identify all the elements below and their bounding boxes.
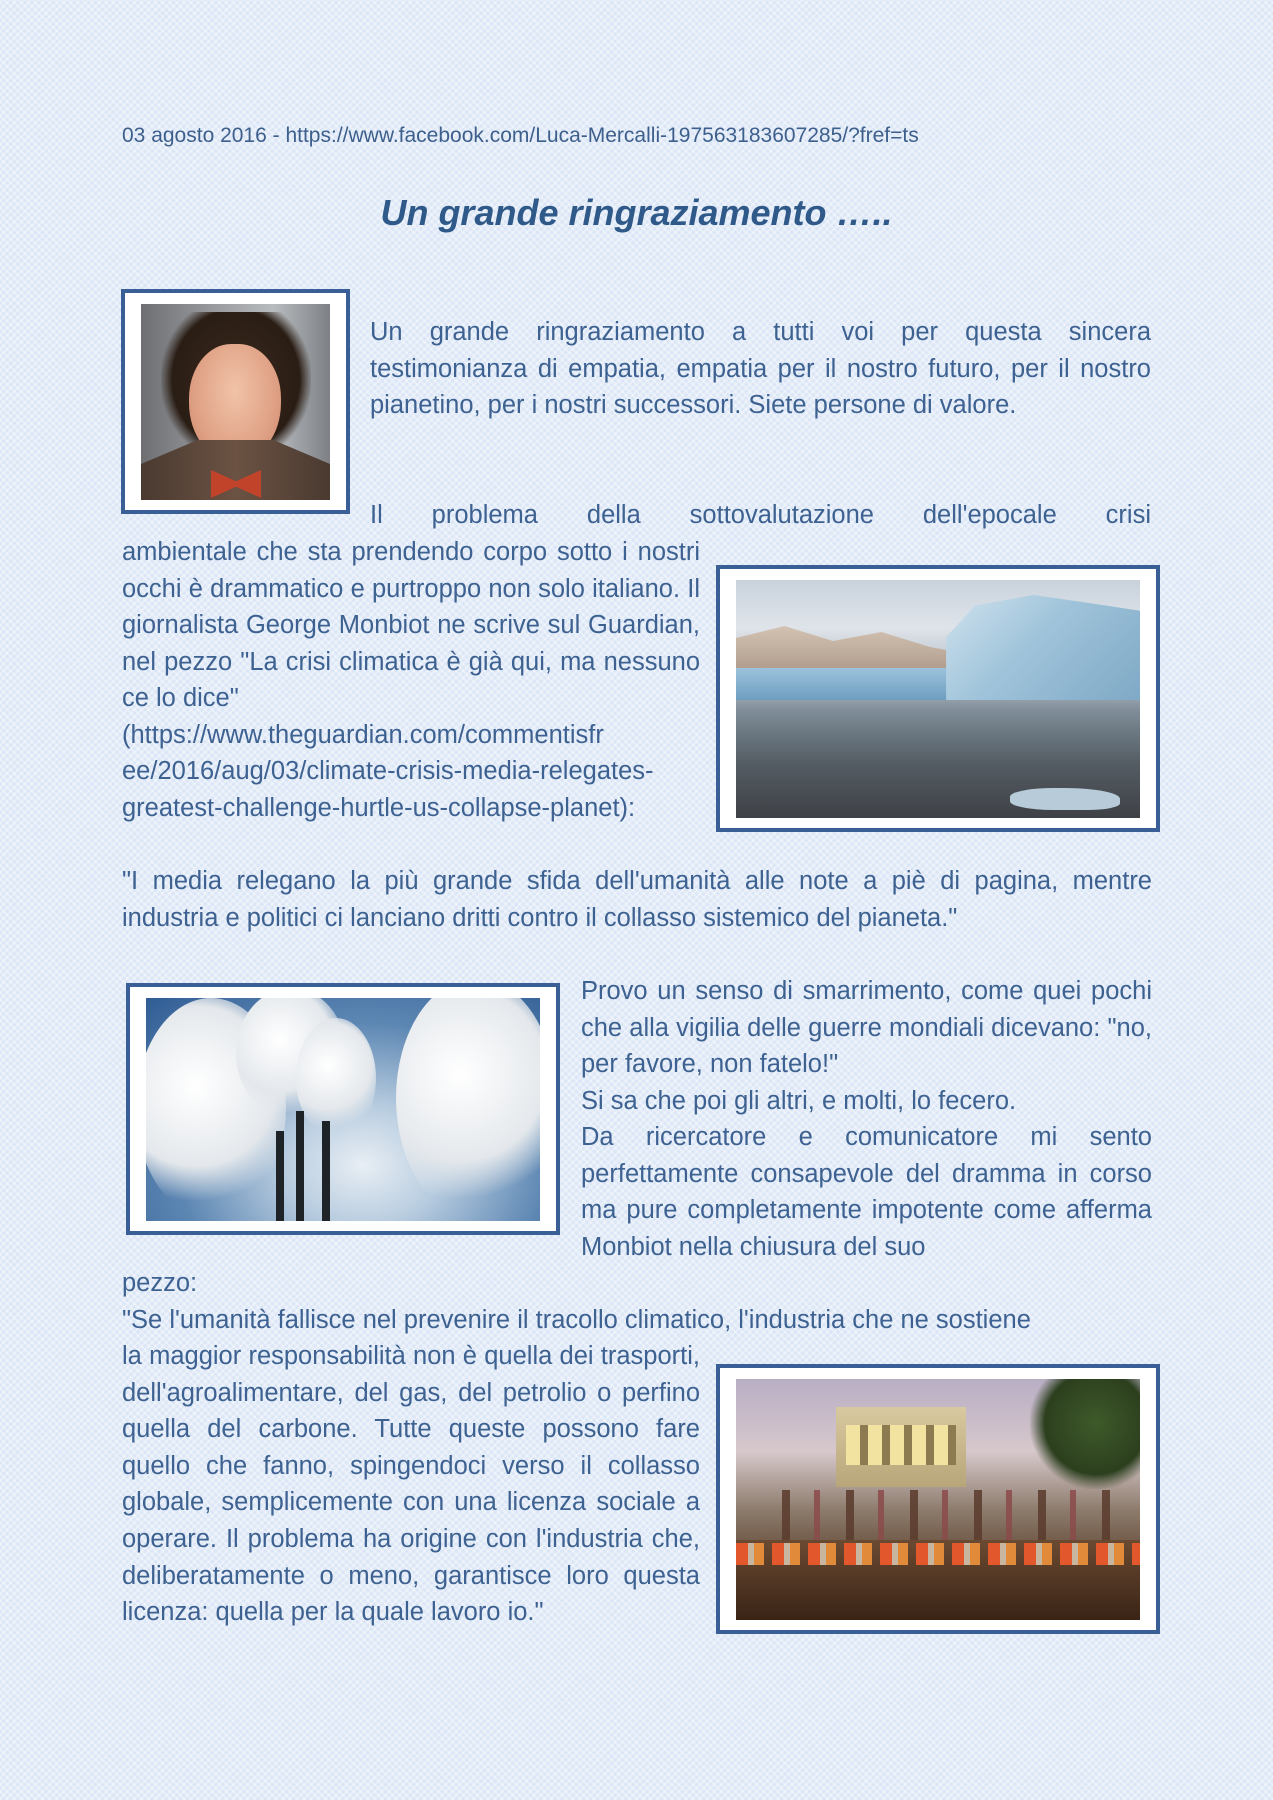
paragraph-piece: pezzo: [122,1269,198,1297]
glacier-photo [736,580,1140,818]
quote-industry: la maggior responsabilità non è quella dei trasporti, dell'agroalimentare, del gas, del petrolio o perfino quella del carbone. Tutte queste possono fare quello che fanno, spingendoci verso il collasso globale, semplicemente con una licenza sociale a operare. Il problema ha origine con l'industria che, deliberatamente o meno, garantisce loro questa licenza: quella per la quale lavoro io." [122,1342,700,1627]
paragraph-thanks: Un grande ringraziamento a tutti voi per questa sincera testimonianza di empatia, empatia per il nostro futuro, per il nostro pianetino, per i nostri successori. Siete persone di valore. [370,318,1151,420]
paragraph-problem-first-line: Il problema della sottovalutazione dell'epocale crisi [370,501,1151,529]
quote-industry-first-line: "Se l'umanità fallisce nel prevenire il tracollo climatico, l'industria che ne sostiene [122,1306,1031,1334]
paragraph-others-did: Si sa che poi gli altri, e molti, lo fecero. [581,1087,1017,1115]
guardian-link-line-2: ee/2016/aug/03/climate-crisis-media-relegates- [122,757,654,785]
paragraph-problem: ambientale che sta prendendo corpo sotto i nostri occhi è drammatico e purtroppo non solo italiano. Il giornalista George Monbiot ne scrive sul Guardian, nel pezzo "La crisi climatica è già qui, ma nessuno ce lo dice" [122,538,700,713]
header-date-source: 03 agosto 2016 - https://www.facebook.com/Luca-Mercalli-197563183607285/?fref=ts [122,124,919,147]
water-queue-photo [736,1379,1140,1620]
portrait-photo-frame [121,289,350,514]
guardian-link-line-3: greatest-challenge-hurtle-us-collapse-planet): [122,794,636,822]
smokestacks-photo [146,998,540,1221]
paragraph-researcher: Da ricercatore e comunicatore mi sento perfettamente consapevole del dramma in corso ma pure completamente impotente come afferma Monbiot nella chiusura del suo [581,1123,1152,1261]
smokestacks-photo-frame [126,983,560,1235]
water-queue-photo-frame [716,1364,1160,1634]
quote-media: "I media relegano la più grande sfida dell'umanità alle note a piè di pagina, mentre industria e politici ci lanciano dritti contro il collasso sistemico del pianeta." [122,867,1152,932]
page-title: Un grande ringraziamento ….. [380,192,893,233]
guardian-link-line-1: (https://www.theguardian.com/commentisfr [122,721,604,749]
portrait-photo [141,304,330,500]
paragraph-bewilderment: Provo un senso di smarrimento, come quei pochi che alla vigilia delle guerre mondiali dicevano: "no, per favore, non fatelo!" [581,977,1152,1079]
glacier-photo-frame [716,565,1160,832]
